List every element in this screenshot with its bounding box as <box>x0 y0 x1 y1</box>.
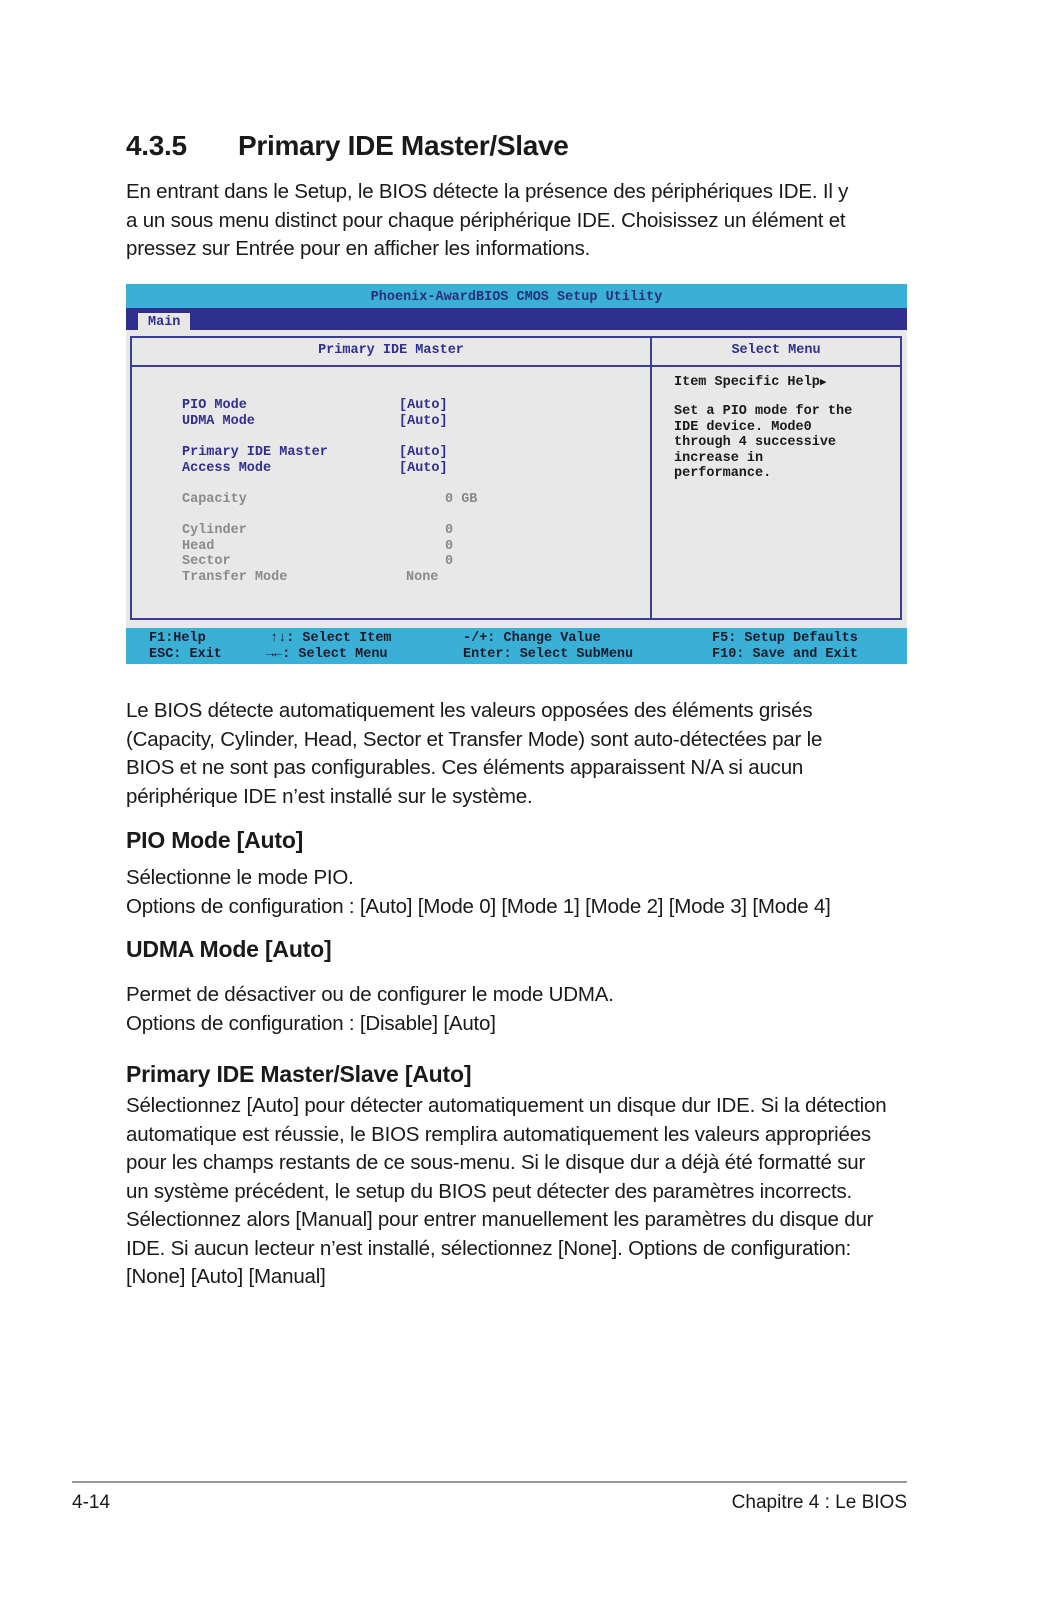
key-setup-defaults: F5: Setup Defaults <box>712 631 858 646</box>
para-line: périphérique IDE n’est installé sur le système. <box>126 784 533 808</box>
intro-line: pressez sur Entrée pour en afficher les informations. <box>126 237 591 260</box>
para-line: un système précédent, le setup du BIOS peut détecter des paramètres incorrects. <box>126 1179 853 1203</box>
key-help: F1:Help <box>149 631 206 646</box>
para-line: Sélectionnez [Auto] pour détecter automatiquement un disque dur IDE. Si la détection <box>126 1094 887 1117</box>
info-value: 0 GB <box>445 492 478 507</box>
para-line: Options de configuration : [Auto] [Mode 0] [Mode 1] [Mode 2] [Mode 3] [Mode 4] <box>126 894 831 918</box>
help-line: performance. <box>674 466 772 482</box>
info-value: 0 <box>445 523 454 538</box>
intro-line: En entrant dans le Setup, le BIOS détecte la présence des périphériques IDE. Il y <box>126 180 849 203</box>
bios-title-bar: Phoenix-AwardBIOS CMOS Setup Utility <box>126 284 907 308</box>
help-line: increase in <box>674 450 764 466</box>
triangle-right-icon: ▶ <box>819 377 827 389</box>
info-value: 0 <box>445 539 454 554</box>
udma-mode-heading: UDMA Mode [Auto] <box>126 936 332 962</box>
key-exit: ESC: Exit <box>149 647 222 662</box>
help-heading-text: Item Specific Help <box>674 375 820 390</box>
item-label: Primary IDE Master <box>182 445 328 460</box>
help-text <box>674 404 852 482</box>
item-label: Access Mode <box>182 461 272 476</box>
para-line: (Capacity, Cylinder, Head, Sector et Transfer Mode) sont auto-détectées par le <box>126 727 823 751</box>
intro-line: a un sous menu distinct pour chaque périphérique IDE. Choisissez un élément et <box>126 208 846 232</box>
master-slave-heading: Primary IDE Master/Slave [Auto] <box>126 1061 472 1087</box>
udma-mode-description <box>126 981 916 1038</box>
para-line: IDE. Si aucun lecteur n’est installé, sélectionnez [None]. Options de configuration: <box>126 1236 852 1260</box>
section-heading <box>126 130 569 162</box>
para-line: BIOS et ne sont pas configurables. Ces éléments apparaissent N/A si aucun <box>126 756 804 779</box>
item-label: UDMA Mode <box>182 414 255 429</box>
help-line: IDE device. Mode0 <box>674 419 812 435</box>
para-line: automatique est réussie, le BIOS remplira automatiquement les valeurs appropriées <box>126 1122 871 1146</box>
intro-paragraph <box>126 178 916 264</box>
bios-key-legend <box>126 628 907 664</box>
submenu-title: Primary IDE Master <box>318 343 464 358</box>
help-heading <box>674 375 826 390</box>
item-label: PIO Mode <box>182 398 247 413</box>
item-value: [Auto] <box>399 398 448 413</box>
bios-tab-main[interactable]: Main <box>138 313 190 330</box>
item-value: [Auto] <box>399 445 448 460</box>
panel-divider-vertical <box>650 338 652 618</box>
chapter-label: Chapitre 4 : Le BIOS <box>731 1492 907 1513</box>
info-label: Head <box>182 539 215 554</box>
key-select-item: ↑↓: Select Item <box>270 631 392 646</box>
help-line: through 4 successive <box>674 435 837 451</box>
key-enter-submenu: Enter: Select SubMenu <box>463 647 634 662</box>
para-line: Sélectionne le mode PIO. <box>126 866 354 889</box>
detection-paragraph <box>126 697 916 811</box>
pio-mode-heading: PIO Mode [Auto] <box>126 827 304 853</box>
para-line: Sélectionnez alors [Manual] pour entrer manuellement les paramètres du disque dur <box>126 1208 874 1231</box>
info-label: Transfer Mode <box>182 570 288 585</box>
bios-panel <box>130 336 902 620</box>
key-select-menu: →←: Select Menu <box>266 647 388 662</box>
section-number: 4.3.5 <box>126 130 187 161</box>
info-label: Cylinder <box>182 523 247 538</box>
footer-divider <box>72 1481 907 1483</box>
info-value: 0 <box>445 554 454 569</box>
para-line: pour les champs restants de ce sous-menu. Si le disque dur a déjà été formatté sur <box>126 1151 866 1174</box>
section-title: Primary IDE Master/Slave <box>238 130 569 161</box>
para-line: Options de configuration : [Disable] [Auto] <box>126 1011 496 1035</box>
item-value: [Auto] <box>399 461 448 476</box>
bios-screen <box>126 284 907 664</box>
help-panel-title: Select Menu <box>731 343 821 358</box>
para-line: Le BIOS détecte automatiquement les valeurs opposées des éléments grisés <box>126 699 813 722</box>
key-save-exit: F10: Save and Exit <box>712 647 858 662</box>
item-value: [Auto] <box>399 414 448 429</box>
master-slave-description <box>126 1092 916 1292</box>
para-line: Permet de désactiver ou de configurer le mode UDMA. <box>126 983 614 1006</box>
bios-menu-bar <box>126 308 907 330</box>
help-line: Set a PIO mode for the <box>674 404 853 419</box>
info-label: Capacity <box>182 492 247 507</box>
para-line: [None] [Auto] [Manual] <box>126 1265 326 1288</box>
pio-mode-description <box>126 864 916 921</box>
key-change-value: -/+: Change Value <box>463 631 601 646</box>
info-label: Sector <box>182 554 231 569</box>
page-number: 4-14 <box>72 1492 111 1513</box>
info-value: None <box>406 570 439 585</box>
panel-divider-horizontal <box>132 365 900 367</box>
